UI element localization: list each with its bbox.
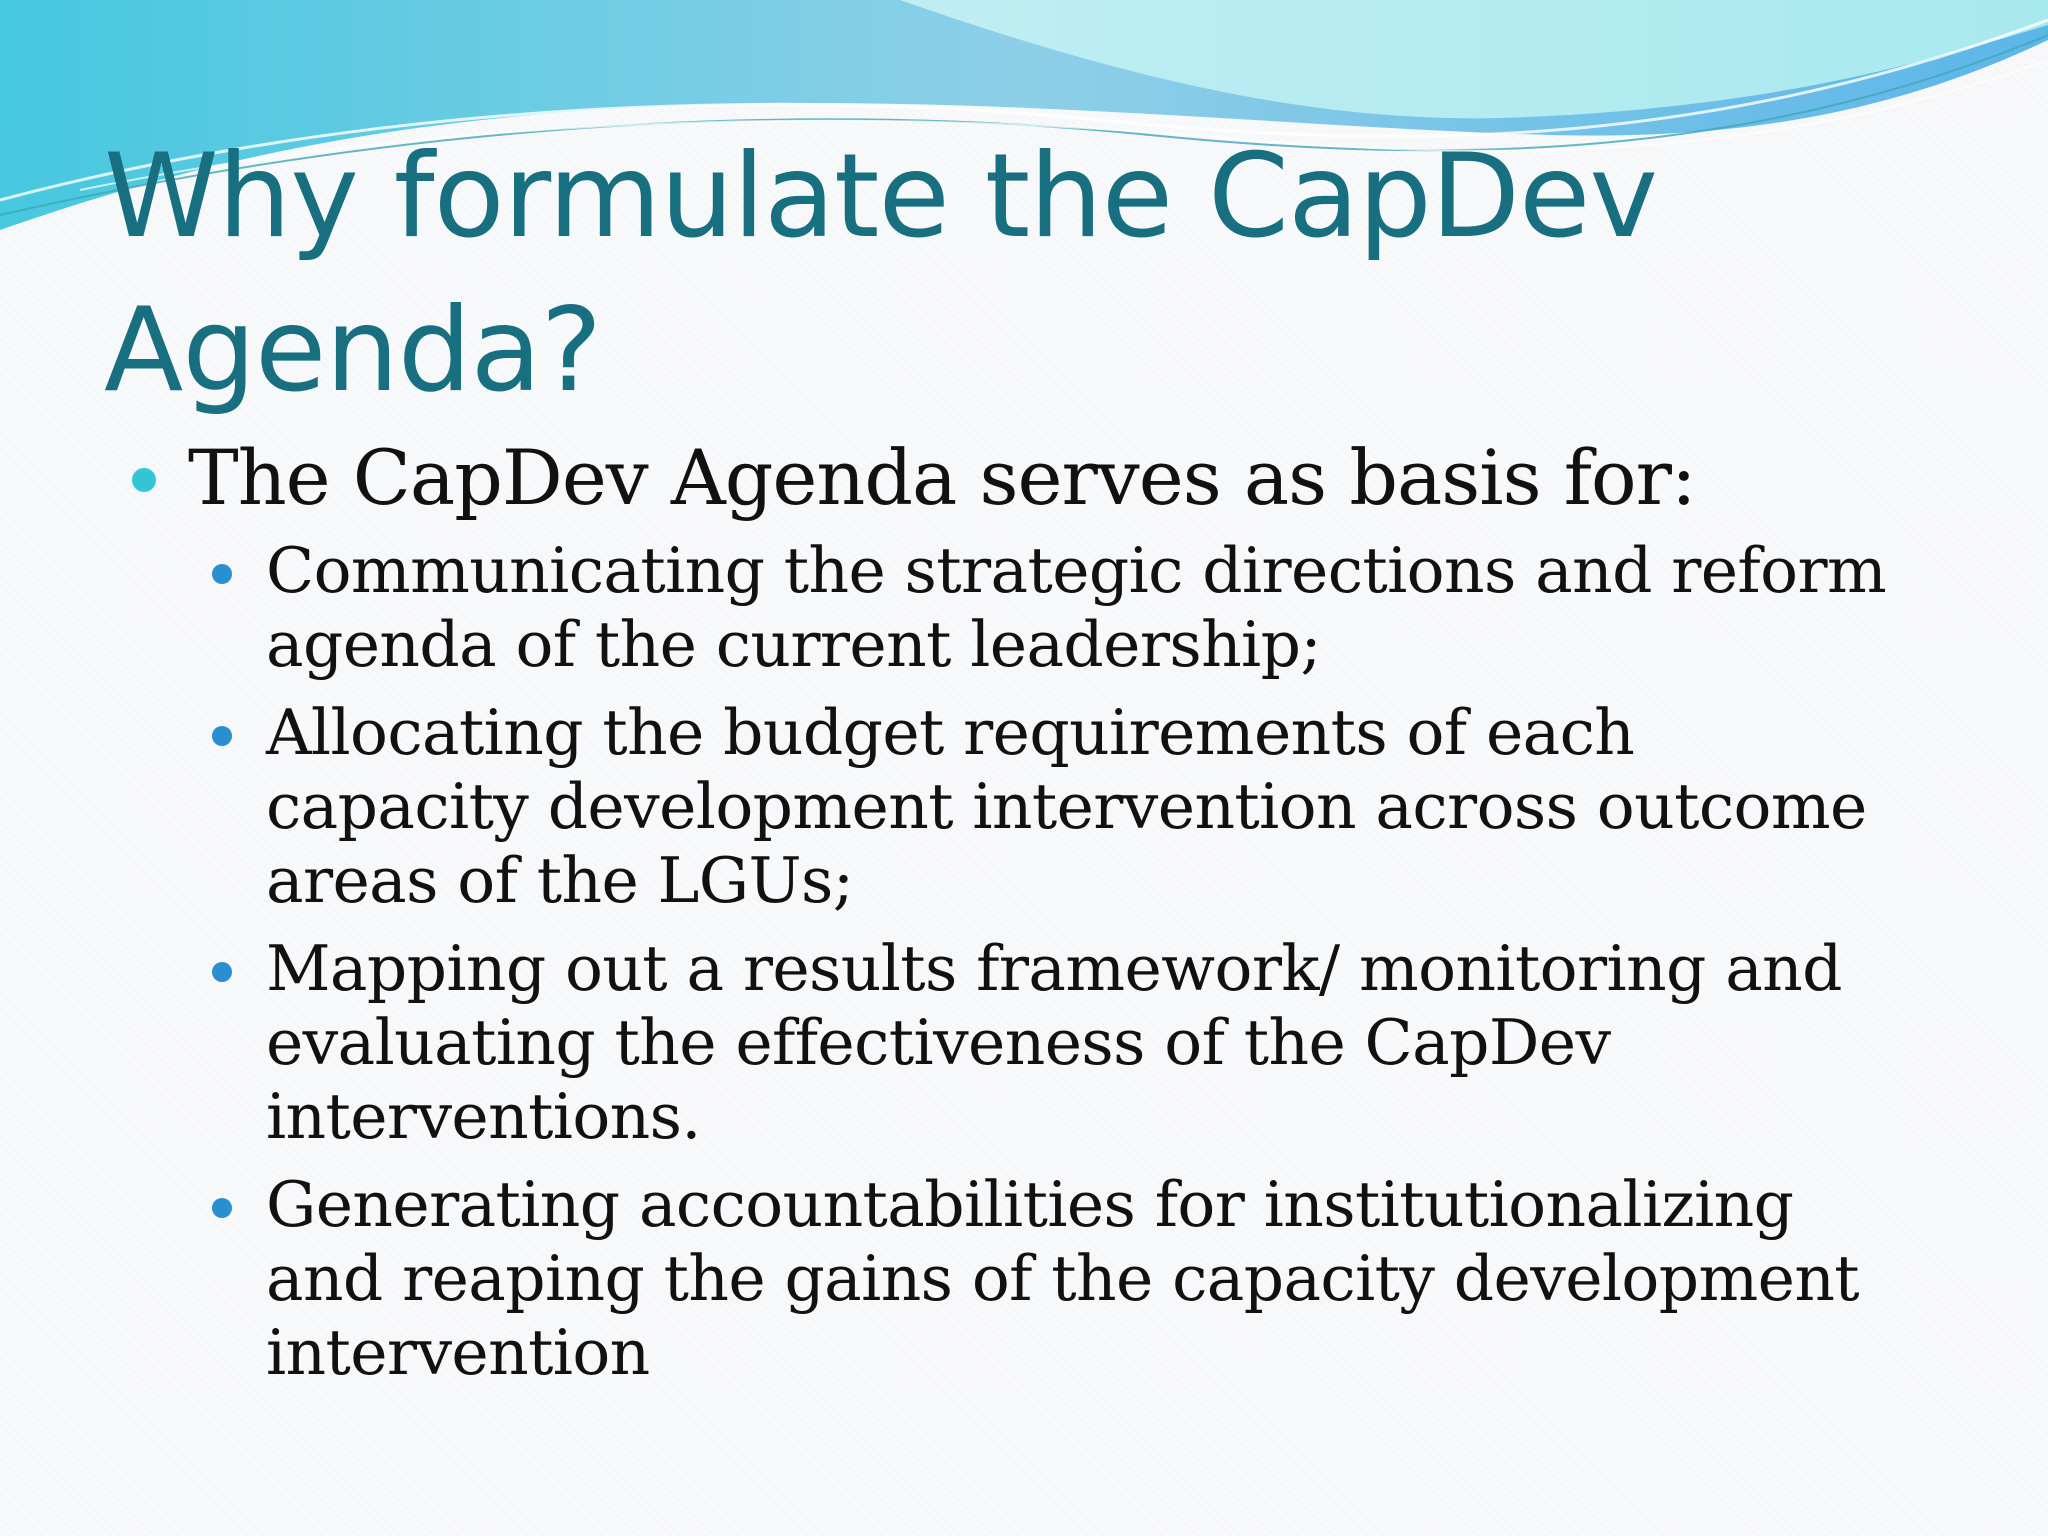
bullet-dot-icon <box>132 468 156 492</box>
sub-bullet-item <box>266 1168 1906 1390</box>
main-bullet-text: The CapDev Agenda serves as basis for: <box>188 433 1696 522</box>
bullet-dot-icon <box>212 962 232 982</box>
sub-bullet-item <box>266 696 1906 918</box>
bullet-dot-icon <box>212 564 232 584</box>
slide-title: Why formulate the CapDev Agenda? <box>104 129 1658 418</box>
sub-bullet-item <box>266 932 1906 1154</box>
sub-bullet-list <box>130 534 1930 1390</box>
bullet-dot-icon <box>212 1198 232 1218</box>
sub-bullet-text: Mapping out a results framework/ monitoring and evaluating the effectiveness of the CapDev interventions. <box>266 932 1842 1153</box>
bullet-dot-icon <box>212 726 232 746</box>
sub-bullet-text: Allocating the budget requirements of each capacity development intervention across outcome areas of the LGUs; <box>266 696 1867 917</box>
sub-bullet-item <box>266 534 1906 682</box>
main-bullet <box>130 428 1930 528</box>
sub-bullet-text: Communicating the strategic directions and reform agenda of the current leadership; <box>266 534 1887 681</box>
sub-bullet-text: Generating accountabilities for institutionalizing and reaping the gains of the capacity development intervention <box>266 1168 1860 1389</box>
slide-content <box>130 428 1930 1404</box>
